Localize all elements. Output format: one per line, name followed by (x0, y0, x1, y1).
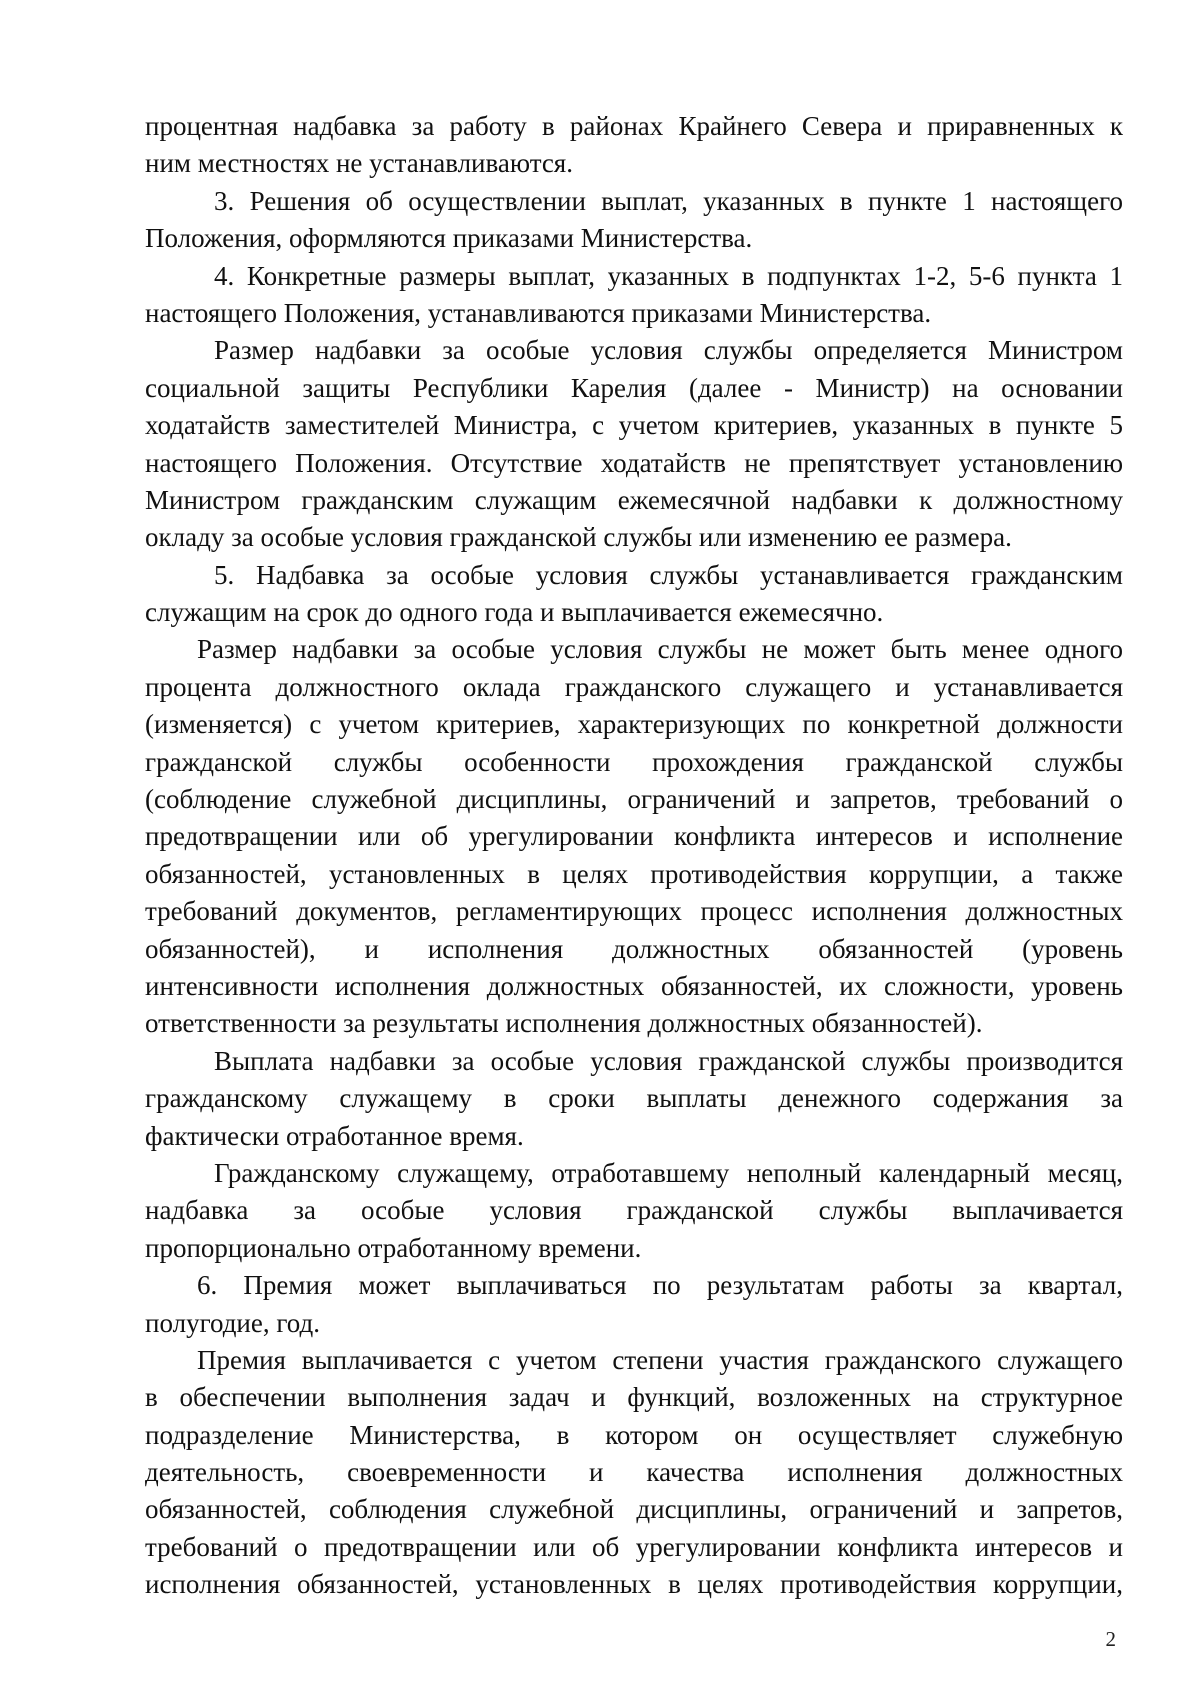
paragraph-bonus-criteria (145, 631, 1123, 1042)
text-line: требований о предотвращении или об урегулировании конфликта интересов и (145, 1531, 1123, 1562)
text-line: процентная надбавка за работу в районах Крайнего Севера и приравненных к (145, 111, 1123, 141)
text-line: служащим на срок до одного года и выплачивается ежемесячно. (145, 597, 884, 628)
text-line: требований документов, регламентирующих процесс исполнения должностных (145, 896, 1123, 927)
text-line: 5. Надбавка за особые условия службы устанавливается гражданским (214, 559, 1123, 590)
text-line: обязанностей), и исполнения должностных обязанностей (уровень (145, 933, 1123, 964)
text-line: ответственности за результаты исполнения должностных обязанностей). (145, 1008, 983, 1039)
text-line: окладу за особые условия гражданской службы или изменению ее размера. (145, 522, 1012, 553)
paragraph-item-4 (145, 258, 1123, 333)
text-line: Выплата надбавки за особые условия гражданской службы производится (214, 1045, 1123, 1076)
text-line: настоящего Положения. Отсутствие ходатайств не препятствует установлению (145, 447, 1123, 478)
text-line: Размер надбавки за особые условия службы не может быть менее одного (197, 634, 1123, 665)
text-line: 6. Премия может выплачиваться по результатам работы за квартал, (197, 1270, 1123, 1301)
text-line: настоящего Положения, устанавливаются приказами Министерства. (145, 297, 932, 328)
text-line: интенсивности исполнения должностных обязанностей, их сложности, уровень (145, 970, 1123, 1001)
text-line: Премия выплачивается с учетом степени участия гражданского служащего (197, 1344, 1123, 1375)
text-line: Гражданскому служащему, отработавшему неполный календарный месяц, (214, 1157, 1123, 1188)
text-line: Министром гражданским служащим ежемесячной надбавки к должностному (145, 484, 1123, 515)
page-number: 2 (1105, 1627, 1116, 1651)
text-line: социальной защиты Республики Карелия (далее - Министр) на основании (145, 372, 1123, 403)
text-line: Положения, оформляются приказами Министерства. (145, 223, 753, 254)
paragraph-item-6 (145, 1267, 1123, 1342)
paragraph-item-3 (145, 183, 1123, 258)
paragraph-bonus-payment (145, 1043, 1123, 1155)
text-line: гражданской службы особенности прохождения гражданской службы (145, 746, 1123, 777)
document-body (145, 108, 1123, 1604)
text-line: (изменяется) с учетом критериев, характеризующих по конкретной должности (145, 709, 1123, 740)
text-line: ним местностях не устанавливаются. (145, 148, 573, 179)
paragraph-item-5 (145, 557, 1123, 632)
text-line: обязанностей, установленных в целях противодействия коррупции, а также (145, 858, 1123, 889)
paragraph-partial-month (145, 1155, 1123, 1267)
text-line: 3. Решения об осуществлении выплат, указанных в пункте 1 настоящего (214, 185, 1123, 216)
text-line: Размер надбавки за особые условия службы определяется Министром (214, 335, 1123, 366)
text-line: в обеспечении выполнения задач и функций, возложенных на структурное (145, 1382, 1123, 1413)
paragraph-bonus-size (145, 332, 1123, 556)
text-line: обязанностей, соблюдения служебной дисциплины, ограничений и запретов, (145, 1494, 1123, 1525)
paragraph-continuation (145, 108, 1123, 183)
text-line: процента должностного оклада гражданского служащего и устанавливается (145, 671, 1123, 702)
text-line: предотвращении или об урегулировании конфликта интересов и исполнение (145, 821, 1123, 852)
text-line: исполнения обязанностей, установленных в целях противодействия коррупции, (145, 1569, 1123, 1600)
text-line: надбавка за особые условия гражданской службы выплачивается (145, 1195, 1123, 1226)
text-line: фактически отработанное время. (145, 1120, 524, 1151)
text-line: подразделение Министерства, в котором он осуществляет служебную (145, 1419, 1123, 1450)
text-line: полугодие, год. (145, 1307, 320, 1338)
text-line: ходатайств заместителей Министра, с учетом критериев, указанных в пункте 5 (145, 410, 1123, 441)
text-line: деятельность, своевременности и качества исполнения должностных (145, 1457, 1123, 1488)
text-line: (соблюдение служебной дисциплины, ограничений и запретов, требований о (145, 784, 1123, 815)
text-line: гражданскому служащему в сроки выплаты денежного содержания за (145, 1083, 1123, 1114)
text-line: 4. Конкретные размеры выплат, указанных в подпунктах 1-2, 5-6 пункта 1 (214, 260, 1123, 291)
paragraph-premium (145, 1342, 1123, 1604)
text-line: пропорционально отработанному времени. (145, 1232, 642, 1263)
